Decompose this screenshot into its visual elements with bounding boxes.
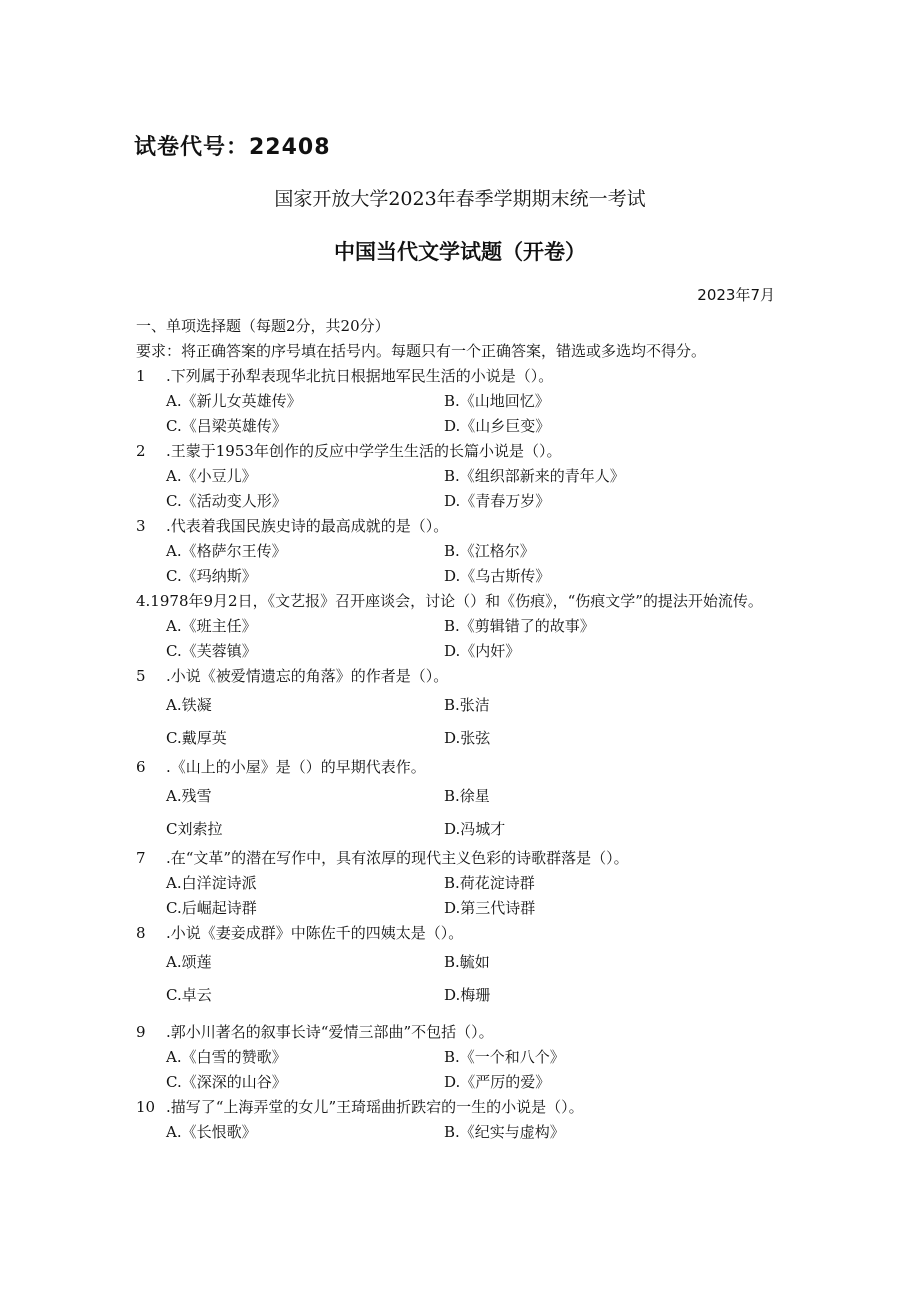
question-6 bbox=[136, 755, 776, 780]
question-number: 6 bbox=[136, 758, 146, 776]
options-row bbox=[136, 639, 776, 664]
question-number: 2 bbox=[136, 442, 146, 460]
option-c: C.《活动变人形》 bbox=[166, 492, 287, 510]
options-row bbox=[136, 896, 776, 921]
options-row bbox=[136, 414, 776, 439]
question-number: 10 bbox=[136, 1098, 156, 1116]
option-b: B.《纪实与虚构》 bbox=[444, 1123, 565, 1141]
question-number: 1 bbox=[136, 367, 146, 385]
options-row bbox=[136, 871, 776, 896]
paper-title: 中国当代文学试题（开卷） bbox=[334, 240, 586, 264]
options-row bbox=[136, 1045, 776, 1070]
option-c: C.后崛起诗群 bbox=[166, 899, 257, 917]
option-a: A.《长恨歌》 bbox=[166, 1123, 257, 1141]
question-10 bbox=[136, 1095, 776, 1120]
options-row bbox=[136, 464, 776, 489]
question-number: 7 bbox=[136, 849, 146, 867]
option-b: B.《组织部新来的青年人》 bbox=[444, 467, 625, 485]
question-3 bbox=[136, 514, 776, 539]
question-7 bbox=[136, 846, 776, 871]
option-b: B.《山地回忆》 bbox=[444, 392, 550, 410]
options-row bbox=[136, 389, 776, 414]
option-b: B.毓如 bbox=[444, 953, 490, 971]
question-text: .小说《妻妾成群》中陈佐千的四姨太是（）。 bbox=[166, 924, 464, 942]
exam-name: 国家开放大学2023年春季学期期末统一考试 bbox=[274, 188, 646, 210]
options-row bbox=[136, 946, 776, 979]
question-number: 3 bbox=[136, 517, 146, 535]
question-1 bbox=[136, 364, 776, 389]
option-a: A.《白雪的赞歌》 bbox=[166, 1048, 287, 1066]
section-requirement: 要求：将正确答案的序号填在括号内。每题只有一个正确答案，错选或多选均不得分。 bbox=[136, 342, 707, 360]
option-b: B.《剪辑错了的故事》 bbox=[444, 617, 595, 635]
option-d: D.《乌古斯传》 bbox=[444, 567, 551, 585]
question-5 bbox=[136, 664, 776, 689]
options-row bbox=[136, 1120, 776, 1145]
option-d: D.《青春万岁》 bbox=[444, 492, 551, 510]
option-a: A.《班主任》 bbox=[166, 617, 257, 635]
question-text: .王蒙于1953年创作的反应中学学生生活的长篇小说是（）。 bbox=[166, 442, 562, 460]
option-c: C.卓云 bbox=[166, 986, 212, 1004]
section-title: 一、单项选择题（每题2分，共20分） bbox=[136, 317, 390, 335]
option-c: C.《玛纳斯》 bbox=[166, 567, 257, 585]
option-b: B.《江格尔》 bbox=[444, 542, 535, 560]
option-c: C.戴厚英 bbox=[166, 729, 227, 747]
exam-date: 2023年7月 bbox=[697, 286, 775, 304]
options-row bbox=[136, 813, 776, 846]
option-a: A.残雪 bbox=[166, 787, 212, 805]
question-text: .小说《被爱情遗忘的角落》的作者是（）。 bbox=[166, 667, 449, 685]
paper-code: 试卷代号：22408 bbox=[134, 135, 331, 160]
option-c: C.《芙蓉镇》 bbox=[166, 642, 257, 660]
question-2 bbox=[136, 439, 776, 464]
option-d: D.梅珊 bbox=[444, 986, 491, 1004]
question-text: .描写了“上海弄堂的女儿”王琦瑶曲折跌宕的一生的小说是（）。 bbox=[166, 1098, 584, 1116]
options-row bbox=[136, 1070, 776, 1095]
option-a: A.白洋淀诗派 bbox=[166, 874, 257, 892]
option-c: C.《吕梁英雄传》 bbox=[166, 417, 287, 435]
options-row bbox=[136, 780, 776, 813]
option-b: B.荷花淀诗群 bbox=[444, 874, 535, 892]
options-row bbox=[136, 539, 776, 564]
option-a: A.颂莲 bbox=[166, 953, 212, 971]
question-number: 9 bbox=[136, 1023, 146, 1041]
options-row bbox=[136, 722, 776, 755]
option-b: B.《一个和八个》 bbox=[444, 1048, 565, 1066]
question-4 bbox=[136, 589, 776, 614]
option-b: B.张洁 bbox=[444, 696, 490, 714]
option-d: D.冯城才 bbox=[444, 820, 506, 838]
option-b: B.徐星 bbox=[444, 787, 490, 805]
options-row bbox=[136, 489, 776, 514]
option-d: D.《严厉的爱》 bbox=[444, 1073, 551, 1091]
option-d: D.《山乡巨变》 bbox=[444, 417, 551, 435]
question-text: .下列属于孙犁表现华北抗日根据地军民生活的小说是（）。 bbox=[166, 367, 554, 385]
option-d: D.第三代诗群 bbox=[444, 899, 536, 917]
question-text: 4.1978年9月2日，《文艺报》召开座谈会，讨论（）和《伤痕》，“伤痕文学”的提法开始流传。 bbox=[136, 592, 763, 610]
option-d: D.张弦 bbox=[444, 729, 491, 747]
question-text: .在“文革”的潜在写作中，具有浓厚的现代主义色彩的诗歌群落是（）。 bbox=[166, 849, 629, 867]
option-c: C刘索拉 bbox=[166, 820, 223, 838]
options-row bbox=[136, 564, 776, 589]
question-text: .郭小川著名的叙事长诗“爱情三部曲”不包括（）。 bbox=[166, 1023, 494, 1041]
question-9 bbox=[136, 1020, 776, 1045]
option-a: A.《小豆儿》 bbox=[166, 467, 257, 485]
question-number: 8 bbox=[136, 924, 146, 942]
option-a: A.铁凝 bbox=[166, 696, 212, 714]
question-text: .代表着我国民族史诗的最高成就的是（）。 bbox=[166, 517, 449, 535]
option-c: C.《深深的山谷》 bbox=[166, 1073, 287, 1091]
options-row bbox=[136, 689, 776, 722]
option-a: A.《格萨尔王传》 bbox=[166, 542, 287, 560]
question-section bbox=[136, 314, 776, 1145]
question-text: .《山上的小屋》是（）的早期代表作。 bbox=[166, 758, 426, 776]
option-d: D.《内奸》 bbox=[444, 642, 521, 660]
options-row bbox=[136, 614, 776, 639]
option-a: A.《新儿女英雄传》 bbox=[166, 392, 302, 410]
options-row bbox=[136, 979, 776, 1012]
question-8 bbox=[136, 921, 776, 946]
question-number: 5 bbox=[136, 667, 146, 685]
